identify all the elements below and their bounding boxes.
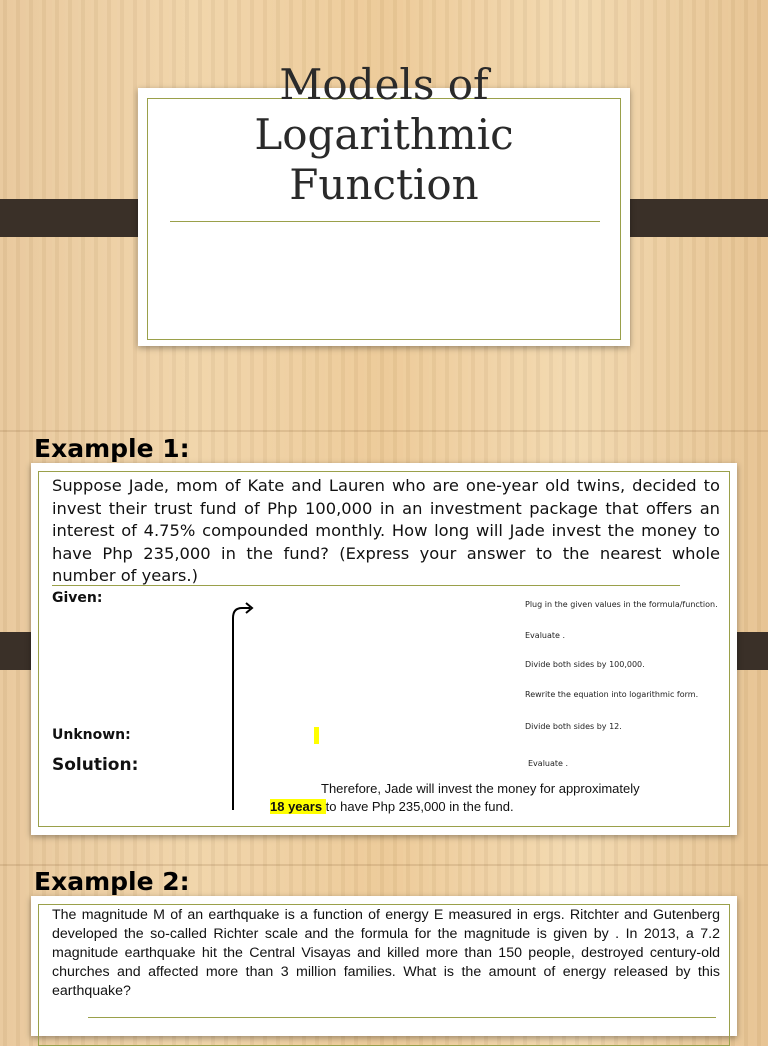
step-3: Divide both sides by 100,000. bbox=[525, 660, 645, 669]
unknown-label: Unknown: bbox=[52, 727, 131, 743]
example2-problem: The magnitude M of an earthquake is a function of energy E measured in ergs. Ritchter and Gutenberg developed the so-called Richter scale and the formula for the magnitude is given by . In 2013, a 7.2 magnitude earthquake hit the Central Visayas and killed more than 150 people, destroyed century-old churches and affected more than 3 million families. What is the amount of energy released by this earthquake? bbox=[52, 907, 720, 999]
example2-heading: Example 2: bbox=[34, 867, 190, 896]
step-5: Divide both sides by 12. bbox=[525, 722, 622, 731]
step-4: Rewrite the equation into logarithmic form. bbox=[525, 690, 699, 699]
decor-band-right bbox=[612, 199, 768, 237]
cursor-highlight bbox=[314, 727, 319, 744]
example2-problem-rule bbox=[88, 1017, 716, 1018]
title-rule bbox=[170, 221, 600, 222]
step-1: Plug in the given values in the formula/function. bbox=[525, 600, 718, 609]
example1-problem: Suppose Jade, mom of Kate and Lauren who are one-year old twins, decided to invest their trust fund of Php 100,000 in an investment package that offers an interest of 4.75% compounded monthly. How long will Jade invest the money to have Php 235,000 in the fund? (Express your answer to the nearest whole number of years.) bbox=[52, 476, 720, 585]
conclusion-line-1: Therefore, Jade will invest the money for approximately bbox=[321, 781, 640, 796]
example1-heading: Example 1: bbox=[34, 434, 190, 463]
conclusion-suffix: to have Php 235,000 in the fund. bbox=[325, 799, 514, 814]
bracket-arrow bbox=[224, 600, 254, 814]
decor-band-left bbox=[0, 199, 156, 237]
step-6: Evaluate . bbox=[528, 759, 569, 768]
conclusion-line-2 bbox=[270, 799, 514, 814]
example1-problem-rule bbox=[52, 585, 680, 586]
given-label: Given: bbox=[52, 590, 103, 606]
answer-highlight: 18 years bbox=[270, 799, 326, 814]
slide-separator-2 bbox=[0, 864, 768, 866]
step-2: Evaluate . bbox=[525, 631, 566, 640]
slide-separator bbox=[0, 430, 768, 432]
solution-label: Solution: bbox=[52, 755, 139, 775]
page-title: Models of Logarithmic Function bbox=[254, 60, 514, 209]
